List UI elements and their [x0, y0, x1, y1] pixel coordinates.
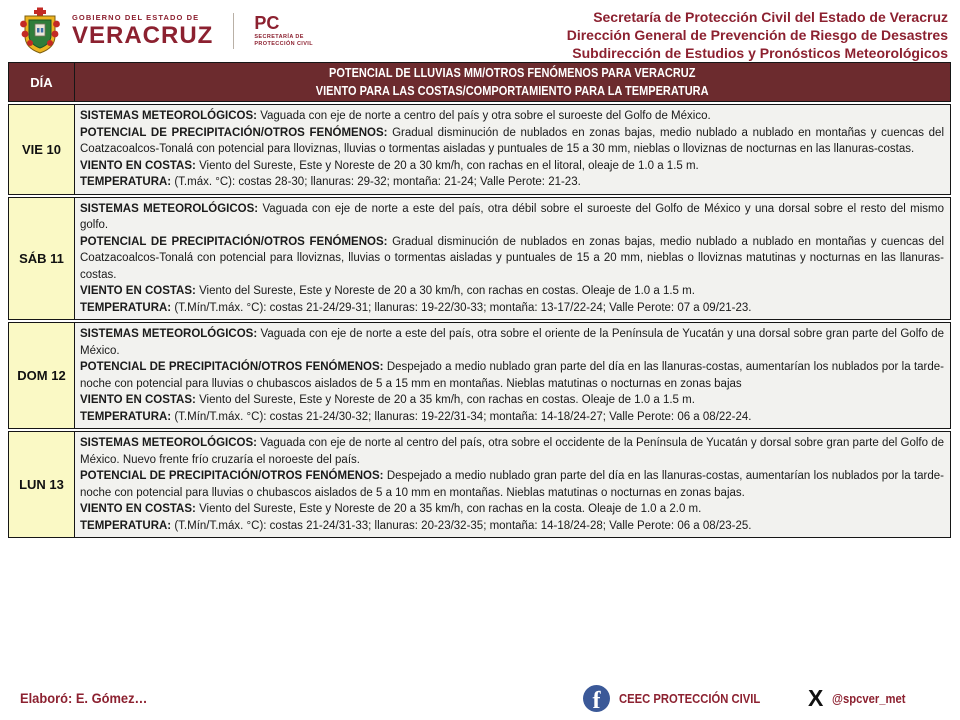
pc-sub-line-2: PROTECCIÓN CIVIL	[254, 41, 313, 47]
forecast-paragraph: POTENCIAL DE PRECIPITACIÓN/OTROS FENÓMENOS: Despejado a medio nublado gran parte del día en las llanuras-costas, aumentarían los nublados por la tarde-noche con potencial para lluvias o chubascos aislados de 5 a 15 mm en montañas. Nieblas matutinas o nocturnas en zonas bajas	[80, 361, 944, 390]
brand-block	[0, 0, 313, 62]
org-title-line-1: Secretaría de Protección Civil del Estado de Veracruz	[593, 9, 948, 25]
table-row	[8, 197, 951, 321]
veracruz-wordmark: VERACRUZ	[72, 21, 214, 49]
day-column-header: DÍA	[9, 63, 75, 101]
forecast-paragraph: SISTEMAS METEOROLÓGICOS: Vaguada con eje de norte a este del país, otra débil sobre el suroeste del Golfo de México y una dorsal sobre el resto del mismo golfo.	[80, 202, 944, 231]
org-titles	[567, 0, 960, 62]
forecast-paragraph: VIENTO EN COSTAS: Viento del Sureste, Este y Noreste de 20 a 30 km/h, con rachas en costas. Oleaje de 1.0 a 1.5 m.	[80, 285, 695, 297]
day-cell: LUN 13	[9, 432, 75, 537]
paragraph-label: POTENCIAL DE PRECIPITACIÓN/OTROS FENÓMENOS:	[80, 235, 393, 248]
facebook-link[interactable]	[583, 685, 776, 712]
paragraph-label: VIENTO EN COSTAS:	[80, 159, 200, 172]
forecast-paragraph: POTENCIAL DE PRECIPITACIÓN/OTROS FENÓMENOS: Gradual disminución de nublados en zonas bajas, medio nublado a nublado en montañas y cuencas del Coatzacoalcos-Tonalá con potencial para lloviznas, lluvias o tormentas aisladas y puntuales de 15 a 20 mm, nieblas o lloviznas matutinas y nocturnas en las llanuras-costas.	[80, 235, 945, 281]
main-column-header	[75, 63, 950, 101]
forecast-cell	[75, 432, 950, 537]
brand-divider	[233, 13, 234, 49]
x-twitter-link[interactable]	[808, 687, 914, 710]
facebook-handle-label: CEEC PROTECCIÓN CIVIL	[619, 691, 761, 706]
paragraph-label: VIENTO EN COSTAS:	[80, 503, 200, 515]
forecast-paragraph: POTENCIAL DE PRECIPITACIÓN/OTROS FENÓMENOS: Despejado a medio nublado gran parte del día en las llanuras-costas, aumentarían los nublados por la tarde-noche con potencial para lluvias o chubascos aislados de 5 a 10 mm en montañas. Nieblas matutinas o nocturnas en zonas bajas.	[80, 470, 944, 499]
day-cell: DOM 12	[9, 323, 75, 428]
forecast-paragraph: TEMPERATURA: (T.Mín/T.máx. °C): costas 21-24/31-33; llanuras: 20-23/32-35; montaña: 14-18/24-28; Valle Perote: 06 a 08/23-25.	[80, 519, 752, 532]
day-cell: VIE 10	[9, 105, 75, 194]
forecast-paragraph: TEMPERATURA: (T.Mín/T.máx. °C): costas 21-24/29-31; llanuras: 19-22/30-33; montaña: 13-17/22-24; Valle Perote: 07 a 09/21-23.	[80, 301, 752, 314]
top-banner	[0, 0, 960, 62]
pc-logo	[254, 14, 313, 49]
paragraph-label: TEMPERATURA:	[80, 176, 175, 188]
elaborated-by-label: Elaboró: E. Gómez…	[20, 690, 148, 706]
paragraph-label: POTENCIAL DE PRECIPITACIÓN/OTROS FENÓMENOS:	[80, 126, 393, 139]
paragraph-label: TEMPERATURA:	[80, 519, 175, 532]
forecast-cell	[75, 323, 950, 428]
paragraph-label: VIENTO EN COSTAS:	[80, 394, 200, 406]
table-row	[8, 104, 951, 195]
x-twitter-icon: X	[808, 685, 824, 711]
main-header-line-1: POTENCIAL DE LLUVIAS MM/OTROS FENÓMENOS PARA VERACRUZ	[329, 66, 696, 80]
forecast-paragraph: VIENTO EN COSTAS: Viento del Sureste, Este y Noreste de 20 a 35 km/h, con rachas en costas. Oleaje de 1.0 a 1.5 m.	[80, 394, 695, 406]
pc-wordmark: PC	[254, 12, 280, 33]
forecast-paragraph: VIENTO EN COSTAS: Viento del Sureste, Este y Noreste de 20 a 35 km/h, con rachas en la costa. Oleaje de 1.0 a 2.0 m.	[80, 503, 702, 515]
forecast-paragraph: VIENTO EN COSTAS: Viento del Sureste, Este y Noreste de 20 a 30 km/h, con rachas en el litoral, oleaje de 1.0 a 1.5 m.	[80, 159, 699, 172]
paragraph-label: SISTEMAS METEOROLÓGICOS:	[80, 110, 261, 122]
facebook-icon: f	[583, 685, 610, 712]
footer	[0, 683, 960, 720]
org-title-line-3: Subdirección de Estudios y Pronósticos Meteorológicos	[572, 45, 948, 61]
forecast-cell	[75, 198, 950, 320]
table-header-row	[8, 62, 951, 102]
gobierno-line: GOBIERNO DEL ESTADO DE	[72, 13, 200, 23]
table-row	[8, 322, 951, 429]
paragraph-label: SISTEMAS METEOROLÓGICOS:	[80, 437, 261, 449]
paragraph-label: TEMPERATURA:	[80, 410, 175, 423]
forecast-cell	[75, 105, 950, 194]
org-title-line-2: Dirección General de Prevención de Riesgo de Desastres	[566, 27, 948, 43]
forecast-paragraph: SISTEMAS METEOROLÓGICOS: Vaguada con eje de norte a centro del país y otra sobre el suroeste del Golfo de México.	[80, 110, 711, 122]
paragraph-label: POTENCIAL DE PRECIPITACIÓN/OTROS FENÓMENOS:	[80, 470, 387, 482]
paragraph-label: POTENCIAL DE PRECIPITACIÓN/OTROS FENÓMENOS:	[80, 361, 387, 373]
table-row	[8, 431, 951, 538]
pc-sub-line-1: SECRETARÍA DE	[254, 33, 304, 40]
forecast-table	[8, 62, 951, 538]
forecast-paragraph: TEMPERATURA: (T.Mín/T.máx. °C): costas 21-24/30-32; llanuras: 19-22/31-34; montaña: 14-18/24-27; Valle Perote: 06 a 08/22-24.	[80, 410, 752, 423]
main-header-line-2: VIENTO PARA LAS COSTAS/COMPORTAMIENTO PARA LA TEMPERATURA	[316, 84, 709, 98]
x-handle-label: @spcver_met	[832, 691, 906, 706]
paragraph-label: SISTEMAS METEOROLÓGICOS:	[80, 328, 261, 340]
paragraph-label: TEMPERATURA:	[80, 301, 175, 314]
day-cell: SÁB 11	[9, 198, 75, 320]
paragraph-label: VIENTO EN COSTAS:	[80, 285, 200, 297]
forecast-paragraph: SISTEMAS METEOROLÓGICOS: Vaguada con eje de norte a este del país, otra sobre el oriente de la Península de Yucatán y una dorsal sobre gran parte del Golfo de México.	[80, 328, 944, 357]
forecast-paragraph: SISTEMAS METEOROLÓGICOS: Vaguada con eje de norte al centro del país, otra sobre el occidente de la Península de Yucatán y dorsal sobre gran parte del Golfo de México. Nuevo frente frío cruzaría el noroeste del país.	[80, 437, 944, 466]
forecast-paragraph: POTENCIAL DE PRECIPITACIÓN/OTROS FENÓMENOS: Gradual disminución de nublados en zonas bajas, medio nublado a nublado en montañas y cuencas del Coatzacoalcos-Tonalá con potencial para lloviznas, lluvias o tormentas aisladas y puntuales de 15 a 30 mm, nieblas o lloviznas de nocturnas en las llanuras-costas.	[80, 126, 945, 155]
forecast-paragraph: TEMPERATURA: (T.máx. °C): costas 28-30; llanuras: 29-32; montaña: 21-24; Valle Perote: 21-23.	[80, 176, 581, 188]
veracruz-coat-of-arms-icon	[18, 7, 62, 55]
gobierno-veracruz-wordmark	[72, 14, 213, 48]
paragraph-label: SISTEMAS METEOROLÓGICOS:	[80, 202, 263, 215]
forecast-rows	[8, 104, 951, 538]
